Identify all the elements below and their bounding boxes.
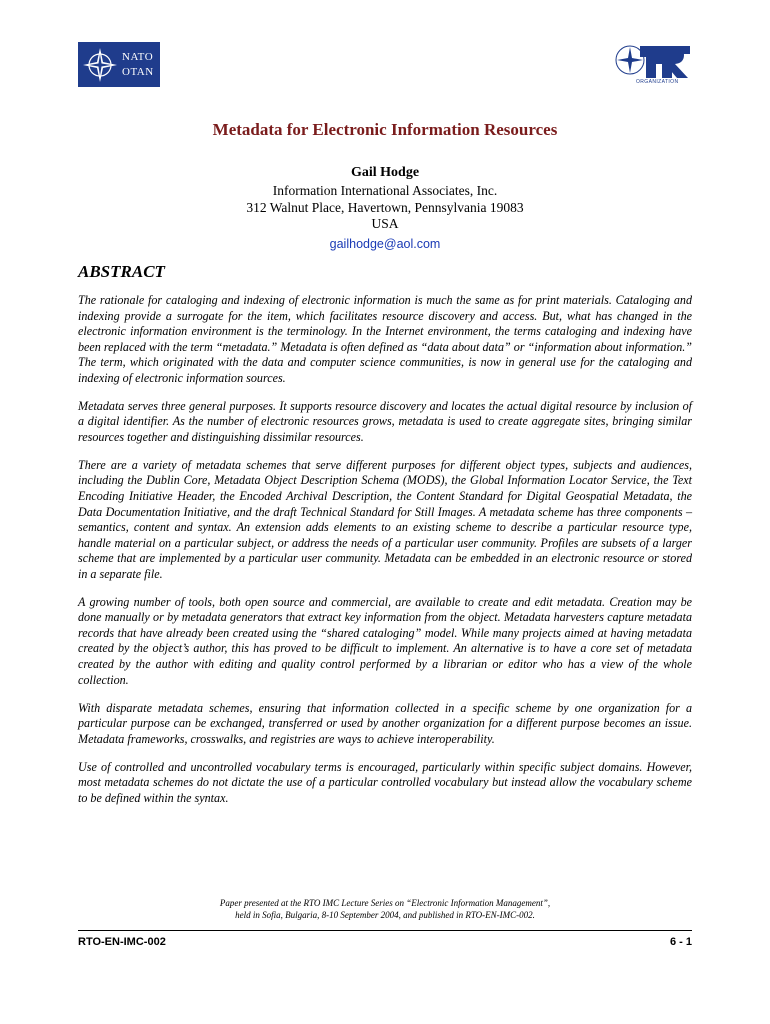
otan-label: OTAN	[122, 65, 154, 78]
abstract-paragraph: There are a variety of metadata schemes that serve different purposes for different object types, subjects and audiences, including the Dublin Core, Metadata Object Description Schema (MODS), the Global Information Locator Service, the Text Encoding Initiative Header, the Encoded Archival Description, the Content Standard for Digital Geospatial Metadata, the Data Documentation Initiative, and the draft Technical Standard for Still Images. A metadata scheme has three components – semantics, content and syntax. An extension adds elements to an existing scheme to describe a particular resource type, handle material on a particular subject, or address the needs of a particular user community. Profiles are subsets of a larger scheme that are implemented by a particular user community. Metadata can be embedded in an electronic resource or stored in a separate file.	[78, 457, 692, 581]
abstract-paragraph: Use of controlled and uncontrolled vocabulary terms is encouraged, particularly within specific subject domains. However, most metadata schemes do not dictate the use of a particular controlled vocabulary but instead allow the vocabulary scheme to be defined within the syntax.	[78, 759, 692, 805]
document-id: RTO-EN-IMC-002	[78, 936, 166, 948]
nato-logo	[78, 42, 160, 87]
abstract-heading: ABSTRACT	[78, 262, 165, 281]
abstract-paragraph: With disparate metadata schemes, ensuring that information collected in a specific scheme by one organization for a particular purpose can be exchanged, transferred or used by another organization for a different purpose becomes an issue. Metadata frameworks, crosswalks, and registries are ways to achieve interoperability.	[78, 700, 692, 746]
presentation-footnote	[0, 897, 770, 921]
page-number: 6 - 1	[669, 936, 692, 948]
nato-label: NATO	[122, 50, 154, 63]
abstract-paragraph: A growing number of tools, both open source and commercial, are available to create and edit metadata. Creation may be done manually or by metadata generators that extract key information from the object. Metadata harvesters capture metadata records that have already been created using the “shared cataloging” model. While many projects aimed at having metadata created by the object’s author, this has proved to be difficult to implement. An alternative is to have a core set of metadata created by the author with editing and quality control performed by a librarian or editor who has a view of the whole collection.	[78, 594, 692, 687]
abstract-body	[78, 293, 692, 819]
footer-divider	[78, 930, 692, 931]
paper-title: Metadata for Electronic Information Resources	[212, 120, 558, 139]
abstract-paragraph: The rationale for cataloging and indexing of electronic information is much the same as for print materials. Cataloging and indexing provide a surrogate for the item, which facilitates resource discovery and access. But, what has changed in the electronic information environment is the terminology. In the Internet environment, the terms cataloging and indexing have been replaced with the term “metadata.” Metadata is often defined as “data about data” or “information about information.” The term, which originated with the data and computer science communities, is now in general use for the cataloging and indexing of electronic information sources.	[78, 293, 692, 385]
author-affiliation: Information International Associates, Inc.	[272, 183, 498, 198]
nato-compass-star-icon	[80, 45, 120, 85]
author-address: 312 Walnut Place, Havertown, Pennsylvania 19083	[246, 200, 524, 215]
rto-organization-text: ORGANIZATION	[636, 79, 679, 85]
abstract-paragraph: Metadata serves three general purposes. It supports resource discovery and locates the actual digital resource by inclusion of a digital identifier. As the number of electronic resources grows, metadata is used to create aggregate sites, bringing similar resources together and distinguishing dissimilar resources.	[78, 398, 692, 444]
author-name: Gail Hodge	[350, 165, 420, 180]
footnote-line-2: held in Sofia, Bulgaria, 8-10 September 2004, and published in RTO-EN-IMC-002.	[235, 910, 535, 920]
author-country: USA	[371, 216, 399, 231]
footnote-line-1: Paper presented at the RTO IMC Lecture Series on “Electronic Information Management”,	[219, 898, 551, 908]
author-email-link[interactable]: gailhodge@aol.com	[329, 237, 441, 251]
